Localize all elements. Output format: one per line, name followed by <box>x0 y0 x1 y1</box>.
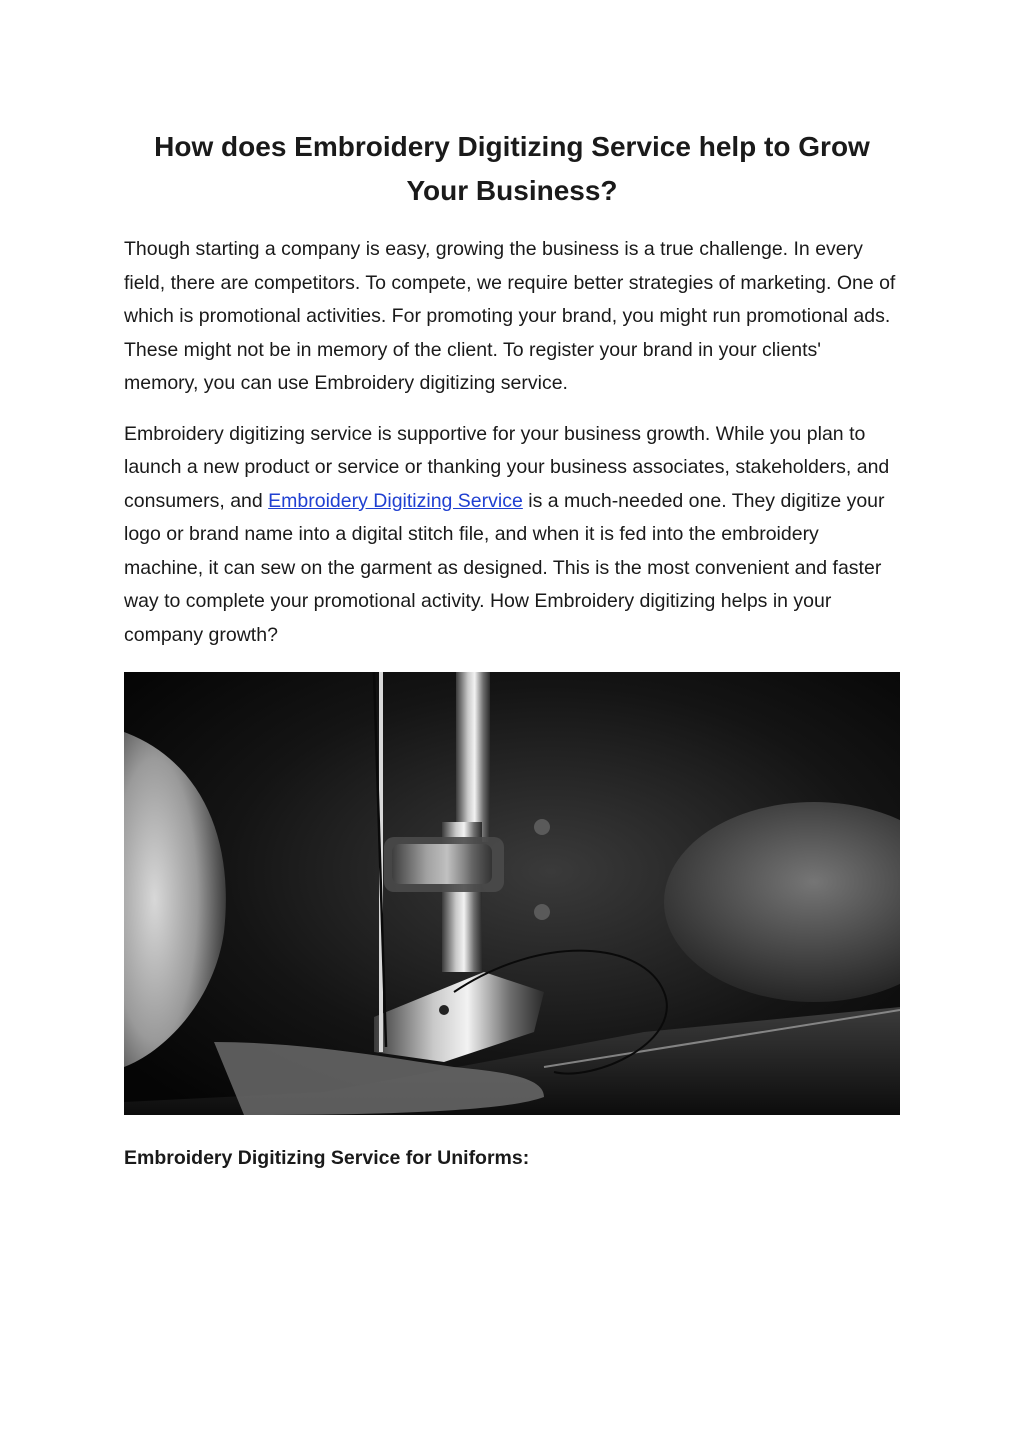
sewing-machine-photo <box>124 672 900 1115</box>
document-page <box>124 125 900 1171</box>
body-paragraph <box>124 418 900 653</box>
page-title: How does Embroidery Digitizing Service help to Grow Your Business? <box>154 131 870 206</box>
embroidery-digitizing-service-link[interactable]: Embroidery Digitizing Service <box>268 489 523 512</box>
paragraph-text-before-link: Embroidery digitizing service is supportive for your business growth. While you plan to launch a new product or service or thanking your business associates, stakeholders, and consumers, and <box>124 422 890 512</box>
intro-paragraph: Though starting a company is easy, growing the business is a true challenge. In every field, there are competitors. To compete, we require better strategies of marketing. One of which is promotional activities. For promoting your brand, you might run promotional ads. These might not be in memory of the client. To register your brand in your clients' memory, you can use Embroidery digitizing service. <box>124 238 896 394</box>
section-subheading: Embroidery Digitizing Service for Uniforms: <box>124 1147 530 1169</box>
paragraph-text-after-link: is a much-needed one. They digitize your logo or brand name into a digital stitch file, and when it is fed into the embroidery machine, it can sew on the garment as designed. This is the most convenient and faster way to complete your promotional activity. How Embroidery digitizing helps in your company growth? <box>124 489 885 646</box>
